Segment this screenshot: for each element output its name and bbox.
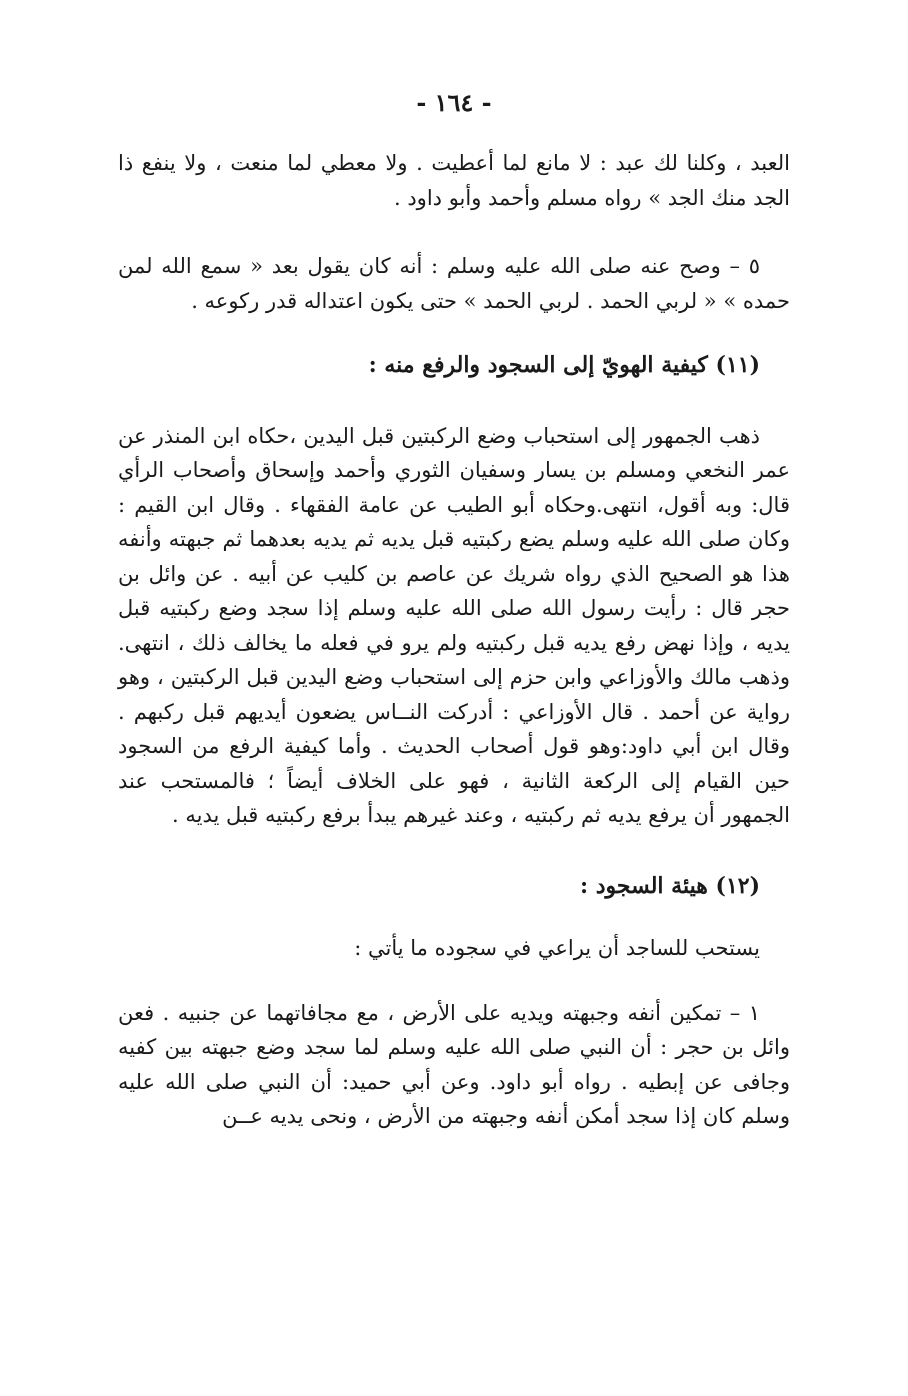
section-heading-12: (١٢) هيئة السجود : [579, 872, 760, 899]
page-number: - ١٦٤ - [416, 88, 492, 117]
section-heading-11: (١١) كيفية الهويّ إلى السجود والرفع منه : [368, 352, 760, 378]
paragraph-item-5: ٥ – وصح عنه صلى الله عليه وسلم : أنه كان يقول بعد « سمع الله لمن حمده » « لربي الحمد . لربي الحمد » حتى يكون اعتداله قدر ركوعه . [118, 254, 790, 313]
paragraph-hadith-end: العبد ، وكلنا لك عبد : لا مانع لما أعطيت . ولا معطي لما منعت ، ولا ينفع ذا الجد منك الجد » رواه مسلم وأحمد وأبو داود . [118, 151, 790, 210]
paragraph-section-11: ذهب الجمهور إلى استحباب وضع الركبتين قبل اليدين ،حكاه ابن المنذر عن عمر النخعي ومسلم بن يسار وسفيان الثوري وأحمد وإسحاق وأصحاب الرأي قال: وبه أقول، انتهى.وحكاه أبو الطيب عن عامة الفقهاء . وقال ابن القيم : وكان صلى الله عليه وسلم يضع ركبتيه قبل يديه ثم يديه بعدهما ثم جبهته وأنفه هذا هو الصحيح الذي رواه شريك عن عاصم بن كليب عن أبيه . عن وائل بن حجر قال : رأيت رسول الله صلى الله عليه وسلم إذا سجد وضع ركبتيه قبل يديه ، وإذا نهض رفع يديه قبل ركبتيه ولم يرو في فعله ما يخالف ذلك ، انتهى. وذهب مالك والأوزاعي وابن حزم إلى استحباب وضع اليدين قبل الركبتين ، وهو رواية عن أحمد . قال الأوزاعي : أدركت النــاس يضعون أيديهم قبل ركبهم . وقال ابن أبي داود:وهو قول أصحاب الحديث . وأما كيفية الرفع من السجود حين القيام إلى الركعة الثانية ، فهو على الخلاف أيضاً ؛ فالمستحب عند الجمهور أن يرفع يديه ثم ركبتيه ، وعند غيرهم يبدأ برفع ركبتيه قبل يديه . [118, 423, 790, 827]
paragraph-section-12-intro: يستحب للساجد أن يراعي في سجوده ما يأتي : [354, 936, 760, 960]
page-body [118, 146, 790, 1134]
paragraph-item-1: ١ – تمكين أنفه وجبهته ويديه على الأرض ، مع مجافاتهما عن جنبيه . فعن وائل بن حجر : أن النبي صلى الله عليه وسلم لما سجد وضع جبهته بين كفيه وجافى عن إبطيه . رواه أبو داود. وعن أبي حميد: أن النبي صلى الله عليه وسلم كان إذا سجد أمكن أنفه وجبهته من الأرض ، ونحى يديه عــن [118, 1000, 790, 1128]
